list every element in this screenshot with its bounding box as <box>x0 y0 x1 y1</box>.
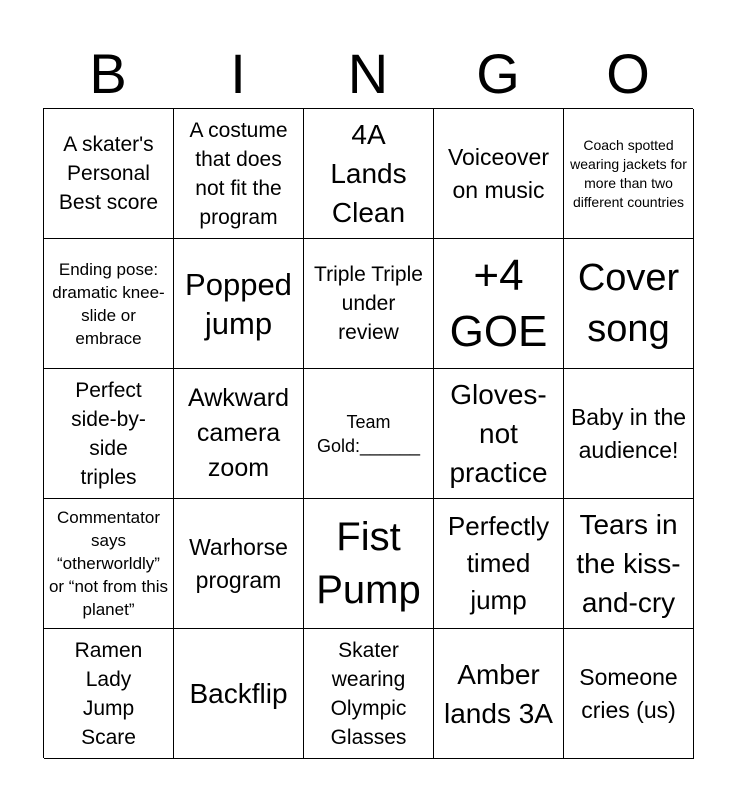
cell-text: Triple Triple under review <box>314 263 423 344</box>
cell-text: Perfect side-by-side triples <box>71 378 146 489</box>
bingo-cell[interactable] <box>434 369 564 499</box>
bingo-cell[interactable] <box>564 499 694 629</box>
cell-text: Warhorse program <box>189 533 288 593</box>
cell-text: Cover song <box>577 256 680 350</box>
cell-text: Tears in the kiss- and-cry <box>576 509 681 618</box>
bingo-cell[interactable] <box>304 629 434 759</box>
bingo-cell[interactable] <box>304 109 434 239</box>
cell-text: Popped jump <box>185 266 292 341</box>
cell-text: Skater wearing Olympic Glasses <box>330 638 407 749</box>
cell-text: Gloves- not practice <box>449 379 548 488</box>
bingo-cell[interactable] <box>174 629 304 759</box>
cell-text: Someone cries (us) <box>579 663 678 723</box>
bingo-cell[interactable] <box>564 369 694 499</box>
bingo-cell[interactable] <box>44 499 174 629</box>
cell-text: Team Gold:______ <box>316 411 421 456</box>
cell-text: +4 GOE <box>449 250 548 356</box>
cell-text: A costume that does not fit the program <box>189 118 288 229</box>
bingo-cell[interactable] <box>304 369 434 499</box>
bingo-cell[interactable] <box>434 499 564 629</box>
bingo-cell[interactable] <box>564 239 694 369</box>
bingo-cell[interactable] <box>44 629 174 759</box>
bingo-cell[interactable] <box>434 109 564 239</box>
bingo-cell[interactable] <box>44 239 174 369</box>
cell-text: Baby in the audience! <box>570 403 687 463</box>
cell-text: 4A Lands Clean <box>330 119 407 228</box>
cell-text: Perfectly timed jump <box>447 511 550 615</box>
bingo-grid <box>43 108 693 758</box>
bingo-cell[interactable] <box>174 369 304 499</box>
header-letter-b: B <box>89 42 127 105</box>
bingo-cell[interactable] <box>304 239 434 369</box>
header-letter-g: G <box>476 42 520 105</box>
bingo-header <box>43 40 693 108</box>
cell-text: Backflip <box>189 678 288 709</box>
cell-text: Commentator says “otherworldly” or “not from this planet” <box>48 508 169 619</box>
bingo-cell[interactable] <box>434 239 564 369</box>
bingo-cell[interactable] <box>44 369 174 499</box>
cell-text: Awkward camera zoom <box>188 384 289 482</box>
bingo-cell[interactable] <box>304 499 434 629</box>
bingo-cell[interactable] <box>564 109 694 239</box>
cell-text: Ending pose: dramatic knee-slide or embrace <box>52 259 165 348</box>
bingo-cell[interactable] <box>434 629 564 759</box>
bingo-cell[interactable] <box>174 109 304 239</box>
cell-text: Fist Pump <box>316 514 421 612</box>
header-letter-n: N <box>347 42 389 105</box>
header-letter-o: O <box>606 42 650 105</box>
bingo-cell[interactable] <box>564 629 694 759</box>
cell-text: A skater's Personal Best score <box>58 133 159 214</box>
bingo-cell[interactable] <box>44 109 174 239</box>
bingo-cell[interactable] <box>174 499 304 629</box>
cell-text: Voiceover on music <box>447 143 549 203</box>
bingo-cell[interactable] <box>174 239 304 369</box>
cell-text: Amber lands 3A <box>444 658 553 729</box>
cell-text: Ramen Lady Jump Scare <box>74 638 143 749</box>
cell-text: Coach spotted wearing jackets for more than two different countries <box>570 136 687 210</box>
header-letter-i: I <box>230 42 246 105</box>
